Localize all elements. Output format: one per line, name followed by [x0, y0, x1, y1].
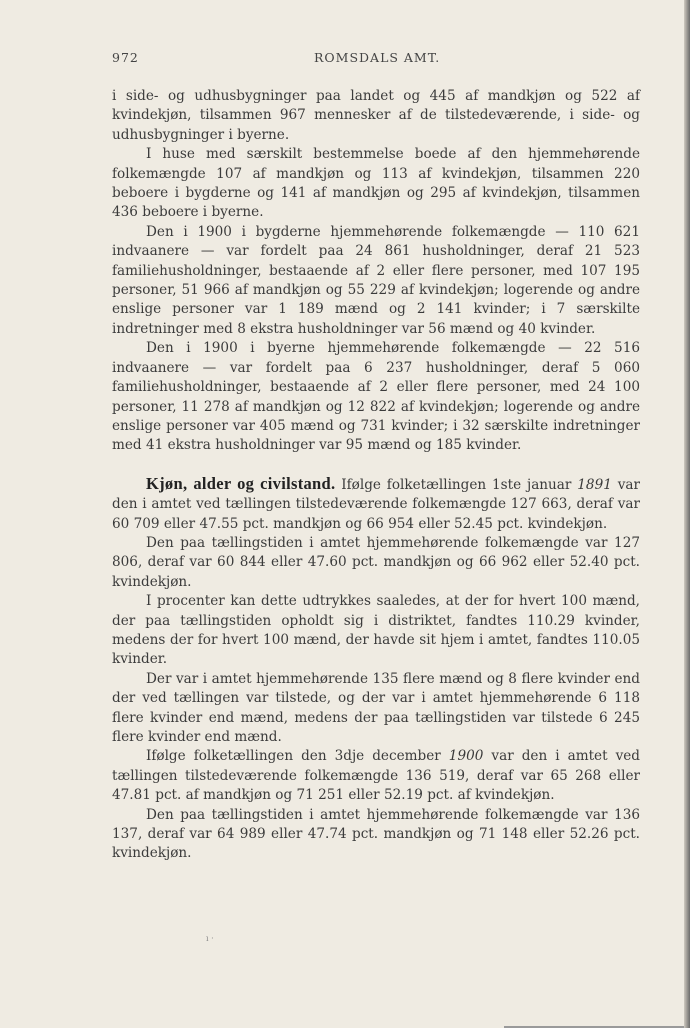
paragraph: Der var i amtet hjemmehørende 135 flere mænd og 8 flere kvinder end der ved tællingen var tilstede, og der var i amtet hjemmehørende 6 118 flere kvinder end mænd, medens der paa tællingstiden var tilstede 6 245 flere kvinder end mænd. — [112, 670, 640, 745]
section-intro-paragraph — [112, 474, 640, 534]
paragraph: Den i 1900 i bygderne hjemmehørende folkemængde — 110 621 indvaanere — var fordelt paa 24 861 husholdninger, deraf 21 523 familiehusholdninger, bestaaende af 2 eller flere personer, med 107 195 personer, 51 966 af mandkjøn og 55 229 af kvindekjøn; logerende og andre enslige personer var 1 189 mænd og 2 141 kvinder; i 7 særskilte indretninger med 8 ekstra husholdninger var 56 mænd og 40 kvinder. — [112, 223, 640, 337]
running-title: ROMSDALS AMT. — [314, 50, 441, 65]
paragraph: I procenter kan dette udtrykkes saaledes, at der for hvert 100 mænd, der paa tællingstiden opholdt sig i distriktet, fandtes 110.29 kvinder, medens der for hvert 100 mænd, der havde sit hjem i amtet, fandtes 110.05 kvinder. — [112, 593, 640, 668]
page-number: 972 — [112, 50, 139, 65]
paragraph: Den paa tællingstiden i amtet hjemmehørende folkemængde var 127 806, deraf var 60 844 eller 47.60 pct. mandkjøn og 66 962 eller 52.40 pct. kvindekjøn. — [112, 534, 640, 590]
paragraph: Den i 1900 i byerne hjemmehørende folkemængde — 22 516 indvaanere — var fordelt paa 6 237 husholdninger, deraf 5 060 familiehusholdninger, bestaaende af 2 eller flere personer, med 24 100 personer, 11 278 af mandkjøn og 12 822 af kvindekjøn; logerende og andre enslige personer var 405 mænd og 731 kvinder; i 32 særskilte indretninger med 41 ekstra husholdninger var 95 mænd og 185 kvinder. — [112, 340, 640, 454]
body-text — [112, 87, 640, 864]
paragraph-1900 — [112, 747, 640, 805]
paragraph: Den paa tællingstiden i amtet hjemmehørende folkemængde var 136 137, deraf var 64 989 eller 47.74 pct. mandkjøn og 71 148 eller 52.26 pct. kvindekjøn. — [112, 806, 640, 862]
page-edge — [684, 0, 690, 1028]
footer-mark: ı · — [206, 934, 214, 943]
p1900-text-b: var den i amtet ved tællingen tilstedeværende folkemængde 136 519, deraf var 65 268 eller 47.81 pct. af mandkjøn og 71 251 eller 52.19 pct. af kvindekjøn. — [112, 748, 640, 804]
p1900-year: 1900 — [448, 748, 484, 765]
paragraph: i side- og udhusbygninger paa landet og 445 af mandkjøn og 522 af kvindekjøn, tilsammen 967 mennesker af de tilstedeværende, i side- og udhusbygninger i byerne. — [112, 88, 640, 143]
section-heading: Kjøn, alder og civilstand. — [146, 473, 336, 493]
intro-year: 1891 — [577, 476, 612, 493]
paragraph: I huse med særskilt bestemmelse boede af den hjemmehørende folkemængde 107 af mandkjøn og 113 af kvindekjøn, tilsammen 220 beboere i bygderne og 141 af mandkjøn og 295 af kvindekjøn, tilsammen 436 beboere i byerne. — [112, 146, 640, 221]
p1900-text-a: Ifølge folketællingen den 3dje december — [146, 748, 441, 765]
intro-text-b: var den i amtet ved tællingen tilstedeværende folkemængde 127 663, deraf var 60 709 eller 47.55 pct. mandkjøn og 66 954 eller 52.45 pct. kvindekjøn. — [112, 476, 641, 532]
intro-text-a: Ifølge folketællingen 1ste januar — [341, 476, 572, 493]
running-header — [112, 50, 640, 68]
